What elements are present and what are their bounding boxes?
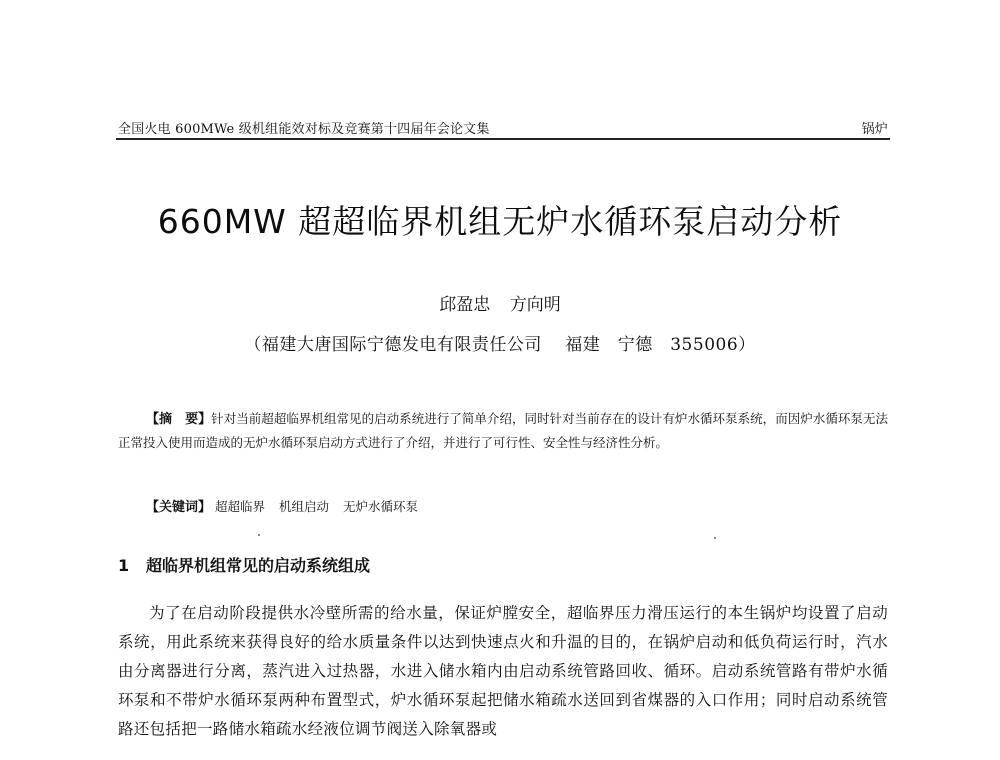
section-title: 超临界机组常见的启动系统组成 [146,556,371,575]
running-header [118,115,888,137]
scan-speck [258,534,260,536]
abstract-label: 【摘 要】 [146,412,212,427]
keyword-item: 超超临界 [215,499,266,514]
journal-name: 全国火电 600MWe 级机组能效对标及竞赛第十四届年会论文集 [118,122,490,137]
section-name: 锅炉 [861,122,888,137]
keywords-label: 【关键词】 [146,500,212,515]
abstract-text: 针对当前超超临界机组常见的启动系统进行了简单介绍，同时针对当前存在的设计有炉水循环泵系统，而因炉水循环泵无法正常投入使用而造成的无炉水循环泵启动方式进行了介绍，并进行了可行性、安全性与经济性分析。 [118,411,888,450]
affiliation: （福建大唐国际宁德发电有限责任公司 福建 宁德 355006） [244,335,756,355]
keywords [146,496,428,515]
keyword-item: 无炉水循环泵 [343,499,419,514]
authors: 邱盈忠 方向明 [439,295,561,315]
abstract [118,407,888,454]
section-number: 1 [118,556,130,575]
paper-title: 660MW 超超临界机组无炉水循环泵启动分析 [157,202,843,241]
scan-speck [714,537,716,539]
body-paragraph: 为了在启动阶段提供水冷壁所需的给水量，保证炉膛安全，超临界压力滑压运行的本生锅炉均设置了启动系统，用此系统来获得良好的给水质量条件以达到快速点火和升温的目的，在锅炉启动和低负荷运行时，汽水由分离器进行分离，蒸汽进入过热器，水进入储水箱内由启动系统管路回收、循环。启动系统管路有带炉水循环泵和不带炉水循环泵两种布置型式，炉水循环泵起把储水箱疏水送回到省煤器的入口作用；同时启动系统管路还包括把一路储水箱疏水经液位调节阀送入除氧器或 [118,604,888,738]
keyword-item: 机组启动 [279,499,330,514]
header-rule [116,138,890,140]
section-heading [118,553,370,576]
